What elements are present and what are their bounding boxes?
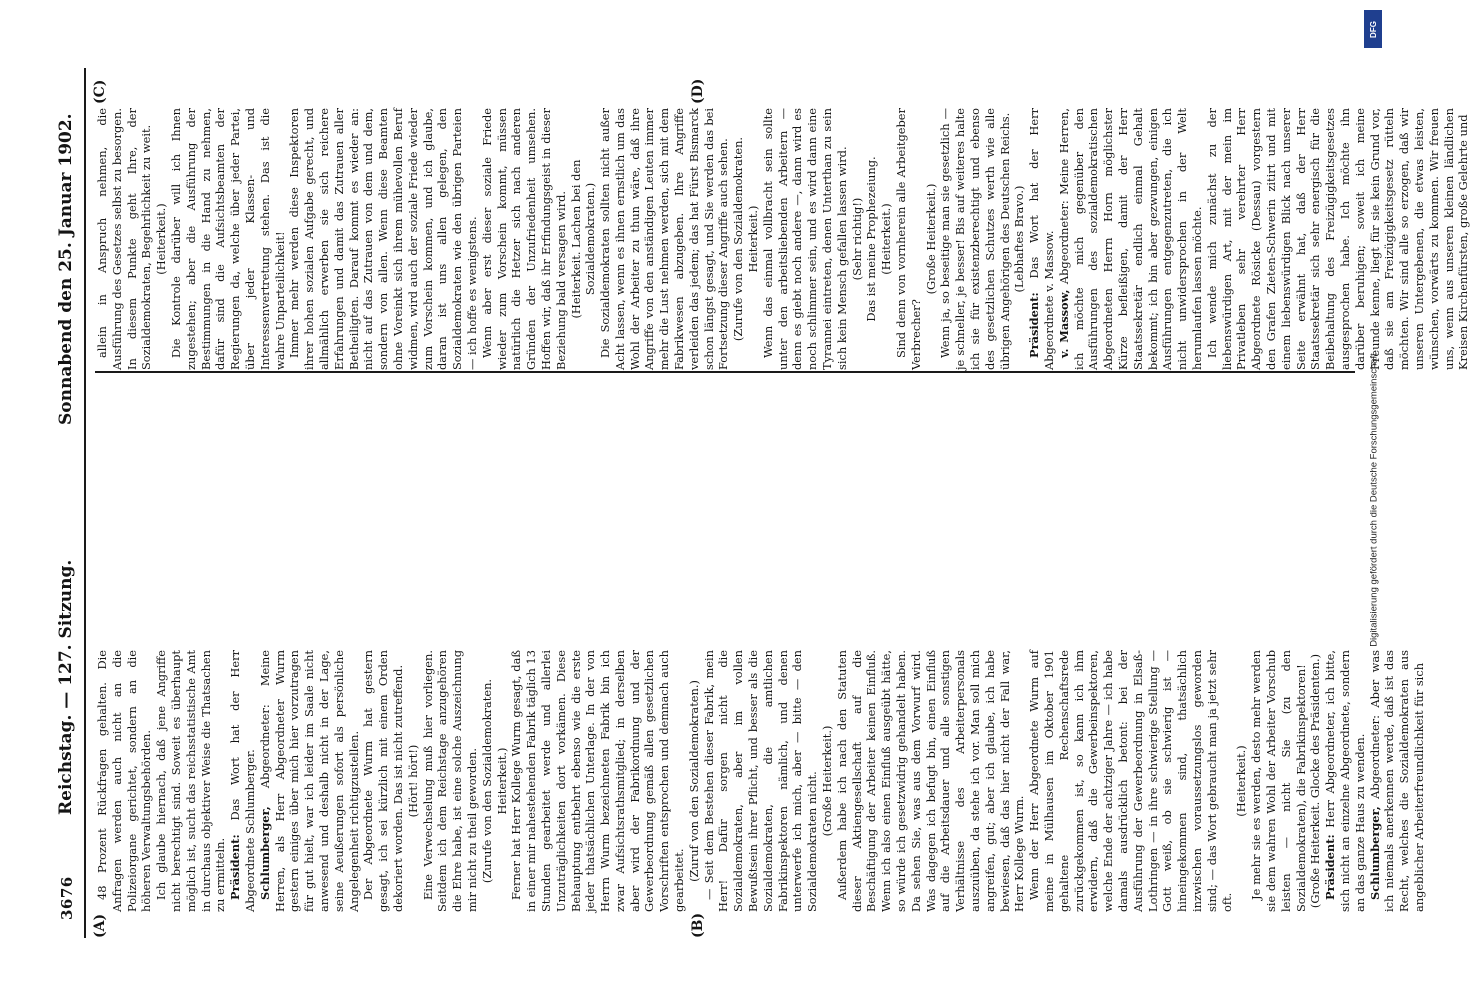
paragraph: Die Kontrole darüber will ich Ihnen zugestehen; aber die Ausführung der Bestimmungen in die Hand zu nehmen, dafür sind die Aufsichtsbeamten der Regierungen da, welche über jeder Partei, über jeder Klassen- und Interessenvertretung stehen. Das ist die wahre Unparteilichkeit! [168, 108, 287, 370]
text-column-right [95, 108, 1471, 370]
paragraph: — Seit dem Bestehen dieser Fabrik, mein Herr! Dafür sorgen nicht die Sozialdemokraten, aber im vollen Bewußtsein ihrer Pflicht, und besser als die Sozialdemokraten, die amtlichen Fabrikinspektoren nämlich, und denen unterwerfe ich mich, aber — bitte — den Sozialdemokraten nicht. [701, 650, 820, 912]
paragraph: (Zurufe von den Sozialdemokraten. Heiterkeit.) [479, 678, 509, 884]
dfg-logo [1364, 10, 1382, 48]
paragraph: (Große Heiterkeit. Glocke des Präsidenten.) [1308, 653, 1323, 909]
paragraph: (Lebhaftes Bravo.) [1012, 185, 1027, 293]
speaker-name: v. Massow, [1056, 289, 1071, 358]
page-date: Sonnabend den 25. Januar 1902. [56, 113, 76, 425]
paragraph: (Heiterkeit.) [879, 203, 894, 275]
speaker-name: Präsident: [1323, 834, 1338, 900]
paragraph: Wenn aber erst dieser soziale Friede wieder zum Vorschein kommt, müssen natürlich die Hetzer sich nach anderen Gründen der Unzufriedenheit umsehen. Hoffen wir, daß ihr Erfindungsgeist in dieser Beziehung bald versagen wird. [479, 108, 568, 370]
paragraph: (Sehr richtig!) [849, 197, 864, 281]
speaker-name: Präsident: [228, 834, 243, 900]
margin-letter-c: (C) [92, 79, 108, 104]
paragraph: (Heiterkeit.) [1234, 745, 1249, 817]
paragraph: v. Massow, Abgeordneter: Meine Herren, ich möchte mich gegenüber den Ausführungen des sozialdemokratischen Abgeordneten Herrn Horn möglichster Kürze befleißigen, damit der Herr Staatssekretär endlich einmal Gehalt bekommt; ich bin aber gezwungen, einigen Ausführungen entgegenzutreten, die ich nicht unwidersprochen in der Welt herumlaufen lassen möchte. [1056, 108, 1204, 370]
paragraph: Wenn das einmal vollbracht sein sollte unter den arbeitsliebenden Arbeitern — denn es giebt noch andere —, dann wird es noch schlimmer sein, und es wird dann eine Tyrannei eintreten, denen Unterthan zu sein sich kein Mensch gefallen lassen wird. [760, 108, 849, 370]
paragraph: (Große Heiterkeit.) [820, 725, 835, 837]
paragraph: Der Abgeordnete Wurm hat gestern gesagt, ich sei kürzlich mit einem Orden dekoriert worden. Das ist nicht zutreffend. [361, 650, 405, 912]
speaker-name: Schlumberger, [257, 806, 272, 900]
paragraph: Je mehr sie es werden, desto mehr werden sie dem wahren Wohl der Arbeiter Vorschub leisten — nicht Sie (zu den Sozialdemokraten), die Fabrikinspektoren! [1249, 650, 1308, 912]
paragraph: Schlumberger, Abgeordneter: Aber was ich niemals anerkennen werde, daß ist das Recht, welches die Sozialdemokraten aus angeblicher Arbeiterfreundlichkeit für sich [1367, 650, 1426, 912]
paragraph: Wenn ja, so beseitige man sie gesetzlich — je schneller, je besser! Bis auf weiteres halte ich sie für existenzberechtigt und ebenso des gesetzlichen Schutzes werth wie alle übrigen Angehörigen des Deutschen Reichs. [938, 108, 1012, 370]
speaker-name: Schlumberger, [1367, 806, 1382, 900]
paragraph: Wenn der Herr Abgeordnete Wurm auf meine in Mülhausen im Oktober 1901 gehaltene Rechenschaftsrede zurückgekommen ist, so kann ich ihm erwidern, daß die Gewerbeinspektoren, welche Ende der achtziger Jahre — ich habe damals ausdrücklich betont: bei der Ausführung der Gewerbeordnung in Elsaß-Lothringen — in ihre schwierige Stellung — Gott weiß, ob sie schwierig ist — hineingekommen sind, thatsächlich inzwischen voraussetzungslos geworden sind; — das Wort gebraucht man ja jetzt sehr oft. [1027, 650, 1234, 912]
paragraph: (Heiterkeit. Lachen bei den Sozialdemokraten.) [568, 159, 598, 319]
margin-letter-a: (A) [92, 913, 108, 938]
paragraph: 48 Prozent Rückfragen gehalten. Die Anfragen werden auch nicht an die Polizeiorgane gerichtet, sondern an die höheren Verwaltungsbehörden. [95, 650, 154, 912]
paragraph: Eine Verwechselung muß hier vorliegen. Seitdem ich dem Reichstage anzugehören die Ehre habe, ist eine solche Auszeichnung mir nicht zu theil geworden. [420, 650, 479, 912]
paragraph: Präsident: Herr Abgeordneter, ich bitte, sich nicht an einzelne Abgeordnete, sondern an das ganze Haus zu wenden. [1323, 650, 1367, 912]
header-rule [84, 68, 86, 938]
paragraph: allein in Anspruch nehmen, die Ausführung des Gesetzes selbst zu besorgen. In diesem Punkte geht Ihre, der Sozialdemokraten, Begehrlichkeit zu weit. [95, 108, 154, 370]
paragraph: Immer mehr werden diese Inspektoren ihrer hohen sozialen Aufgabe gerecht, und allmählich erwerben sie sich reichere Erfahrungen und damit das Zutrauen aller Betheiligten. Darauf kommt es wieder an: nicht auf das Zutrauen von dem und dem, sondern von allen. Wenn diese Beamten ohne Voreinkt sich ihrem mühevollen Beruf widmen, wird auch der soziale Friede wieder zum Vorschein kommen, und ich glaube, daran ist uns allen gelegen, den Sozialdemokraten wie den übrigen Parteien — ich hoffe es wenigstens. [287, 108, 479, 370]
paragraph: Außerdem habe ich nach den Statuten dieser Aktiengesellschaft auf die Beschäftigung der Arbeiter keinen Einfluß. Wenn ich also einen Einfluß ausgeübt hätte, so würde ich gesetzwidrig gehandelt haben. Da sehen Sie, was aus dem Vorwurf wird. Was dagegen ich befugt bin, einen Einfluß auf die Arbeitsdauer und alle sonstigen Verhältnisse des Arbeiterpersonals auszuüben, da stehe ich vor. Man soll mich angreifen, gut; aber ich glaube, ich habe bewiesen, daß das hier nicht der Fall war, Herr Kollege Wurm. [834, 650, 1027, 912]
paragraph: Ich wende mich zunächst zu der liebenswürdigen Art, mit der mein im Privatleben sehr verehrter Herr Abgeordnete Rösicke (Dessau) vorgestern den Grafen Zieten-Schwerin zitirt und mit einem liebenswürdigen Blick nach unserer Seite erwähnt hat, daß der Herr Staatssekretär sich sehr energisch für die Beibehaltung des Freizügigkeitsgesetzes ausgesprochen habe. Ich möchte ihn darüber beruhigen; soweit ich meine Freunde kenne, liegt für sie kein Grund vor, daß sie am Freizügigkeitsgesetz rütteln möchten. Wir sind alle so erzogen, daß wir unseren Untergebenen, die etwas leisten, wünschen, vorwärts zu kommen. Wir freuen uns, wenn aus unseren kleinen ländlichen Kreisen Kirchenfürsten, große Gelehrte und [1204, 108, 1471, 370]
paragraph: Schlumberger, Abgeordneter: Meine Herren, als Herr Abgeordneter Wurm gestern einiges über mich hier vorzutragen für gut hielt, war ich leider im Saale nicht anwesend und deshalb nicht in der Lage, seine Aeußerungen sofort als persönliche Angelegenheit richtigzustellen. [257, 650, 361, 912]
paragraph: Präsident: Das Wort hat der Herr Abgeordnete v. Massow. [1027, 108, 1056, 370]
paragraph: (Zuruf von den Sozialdemokraten.) [686, 680, 701, 882]
paragraph: Sind denn von vornherein alle Arbeitgeber Verbrecher? [894, 108, 923, 370]
margin-letter-b: (B) [690, 912, 706, 938]
paragraph: (Hört! hört!) [405, 744, 420, 818]
digitization-credit: Digitalisierung gefördert durch die Deutsche Forschungsgemeinschaft [1368, 353, 1380, 647]
paragraph: Die Sozialdemokraten sollten nicht außer Acht lassen, wenn es ihnen ernstlich um das Wohl der Arbeiter zu thun wäre, daß ihre Angriffe von den anständigen Leuten immer mehr die Lust nehmen werden, sich mit dem Fabrikwesen abzugeben. Ihre Angriffe verleiden das jedem; das hat Fürst Bismarck schon längst gesagt, und Sie werden das bei Fortsetzung dieser Angriffe auch sehen. [598, 108, 731, 370]
margin-letter-d: (D) [690, 78, 706, 104]
column-rule [95, 371, 1355, 373]
speaker-name: Präsident: [1027, 292, 1042, 358]
text-column-left [95, 649, 1426, 912]
page-number: 3676 [58, 876, 76, 920]
paragraph: (Große Heiterkeit.) [923, 183, 938, 295]
paragraph: Das ist meine Prophezeiung. [864, 156, 879, 322]
dfg-logo-text: DFG [1368, 20, 1378, 38]
paragraph: (Zurufe von den Sozialdemokraten. Heiterkeit.) [731, 136, 761, 342]
paragraph: Ich glaube hiernach, daß jene Angriffe nicht berechtigt sind. Soweit es überhaupt möglich ist, sucht das reichsstatistische Amt in durchaus objektiver Weise die Thatsachen zu ermitteln. [154, 650, 228, 912]
paragraph: (Heiterkeit.) [154, 203, 169, 275]
running-title: Reichstag. — 127. Sitzung. [56, 559, 76, 815]
paragraph: Präsident: Das Wort hat der Herr Abgeordnete Schlumberger. [228, 650, 257, 912]
paragraph: Ferner hat Herr Kollege Wurm gesagt, daß in einer mir nahestehenden Fabrik täglich 13 Stunden gearbeitet werde und allerlei Unzuträglichkeiten dort vorkämen. Diese Behauptung entbehrt ebenso wie die erste jeder thatsächlichen Unterlage. In der von Herrn Wurm bezeichneten Fabrik bin ich zwar Aufsichtsrathsmitglied; in derselben aber wird der Fabrikordnung und der Gewerbeordnung gemäß allen gesetzlichen Vorschriften entsprochen und demnach auch gearbeitet. [509, 649, 687, 912]
